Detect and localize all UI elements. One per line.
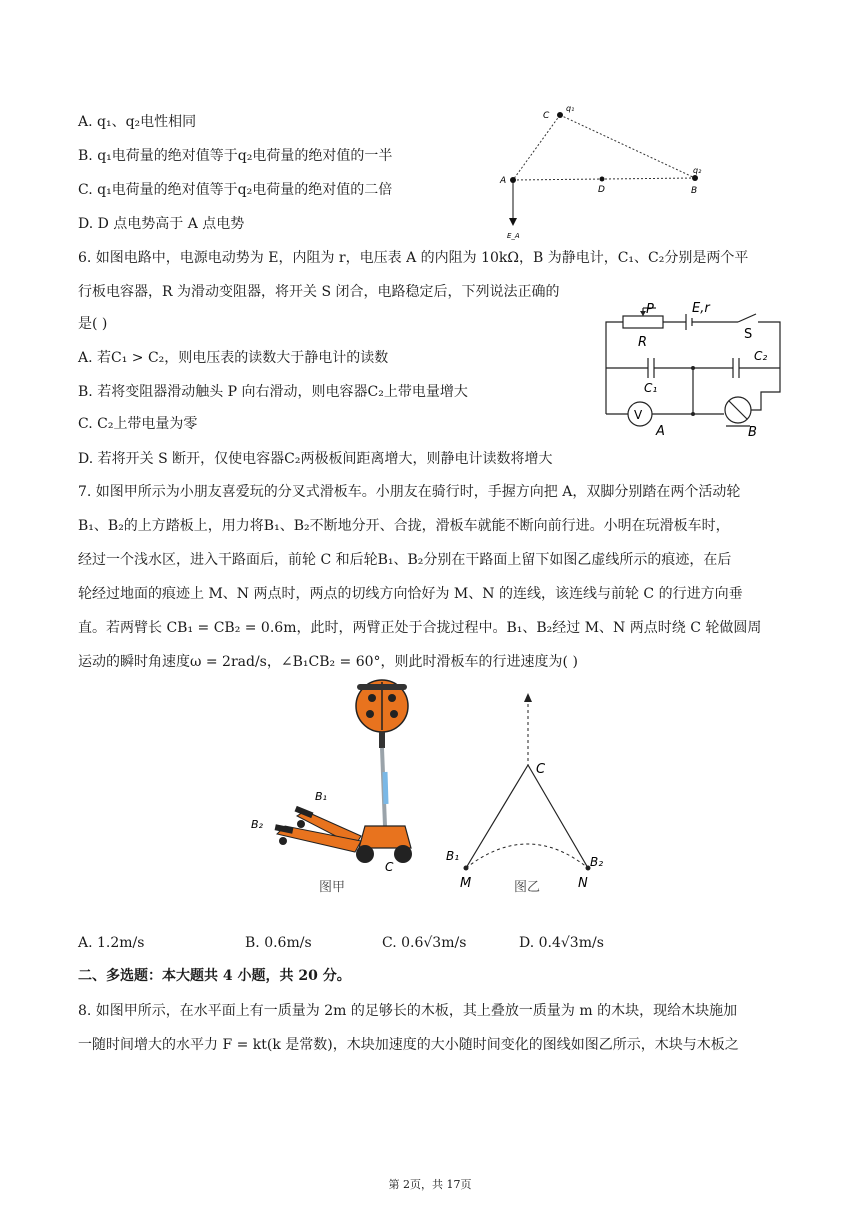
q6-label-s: S xyxy=(744,327,753,342)
q7-yi-caption: 图乙 xyxy=(514,880,541,895)
q5-charge-figure xyxy=(495,100,720,245)
q5-option-a: A. q₁、q₂电性相同 xyxy=(78,114,197,130)
q6-label-p: P xyxy=(646,302,654,317)
q7-line-5: 直。若两臂长 CB₁ = CB₂ = 0.6m，此时，两臂正处于合拢过程中。B₁、B₂经过 M、N 两点时绕 C 轮做圆周 xyxy=(78,620,762,636)
q8-line-2: 一随时间增大的水平力 F = kt(k 是常数)，木块加速度的大小随时间变化的图线如图乙所示，木块与木板之 xyxy=(78,1037,739,1053)
q7-option-c: C. 0.6√3m/s xyxy=(382,935,467,951)
q7-track-figure xyxy=(440,690,620,895)
q7-line-4: 轮经过地面的痕迹上 M、N 两点时，两点的切线方向恰好为 M、N 的连线，该连线与前轮 C 的行进方向垂 xyxy=(78,586,743,602)
q5-label-ea: E_A xyxy=(507,232,520,240)
q7-scooter-figure xyxy=(245,676,415,896)
q5-label-q1: q₁ xyxy=(566,104,575,113)
q7-option-d: D. 0.4√3m/s xyxy=(519,935,604,951)
q6-line-1: 6. 如图电路中，电源电动势为 E，内阻为 r，电压表 A 的内阻为 10kΩ，B 为静电计，C₁、C₂分别是两个平 xyxy=(78,250,749,266)
q6-circuit-figure xyxy=(598,298,788,444)
q6-label-b: B xyxy=(748,425,757,440)
q7-jia-caption: 图甲 xyxy=(319,880,346,895)
q6-line-2: 行板电容器，R 为滑动变阻器，将开关 S 闭合，电路稳定后，下列说法正确的 xyxy=(78,284,560,300)
q7-line-2: B₁、B₂的上方踏板上，用力将B₁、B₂不断地分开、合拢，滑板车就能不断向前行进。小明在玩滑板车时， xyxy=(78,518,730,534)
q6-option-b: B. 若将变阻器滑动触头 P 向右滑动，则电容器C₂上带电量增大 xyxy=(78,384,468,400)
q7-jia-label-c: C xyxy=(385,860,394,874)
q7-line-3: 经过一个浅水区，进入干路面后，前轮 C 和后轮B₁、B₂分别在干路面上留下如图乙虚线所示的痕迹，在后 xyxy=(78,552,732,568)
q6-option-a: A. 若C₁ > C₂，则电压表的读数大于静电计的读数 xyxy=(78,350,389,366)
q6-line-3: 是( ) xyxy=(78,316,108,332)
q7-yi-label-b2: B₂ xyxy=(590,855,604,869)
q5-option-b: B. q₁电荷量的绝对值等于q₂电荷量的绝对值的一半 xyxy=(78,148,393,164)
q7-yi-label-c: C xyxy=(536,762,546,777)
q6-option-d: D. 若将开关 S 断开，仅使电容器C₂两极板间距离增大，则静电计读数将增大 xyxy=(78,451,553,467)
q5-option-d: D. D 点电势高于 A 点电势 xyxy=(78,216,245,232)
q7-option-b: B. 0.6m/s xyxy=(245,935,312,951)
q7-yi-label-n: N xyxy=(578,876,588,891)
q7-jia-label-b2: B₂ xyxy=(251,818,263,831)
q6-option-c: C. C₂上带电量为零 xyxy=(78,416,198,432)
q6-label-er: E,r xyxy=(692,301,710,316)
q5-label-q2: q₂ xyxy=(693,166,702,175)
q8-line-1: 8. 如图甲所示，在水平面上有一质量为 2m 的足够长的木板，其上叠放一质量为 m 的木块，现给木块施加 xyxy=(78,1003,738,1019)
q7-jia-label-b1: B₁ xyxy=(315,790,327,803)
q7-line-6: 运动的瞬时角速度ω = 2rad/s，∠B₁CB₂ = 60°，则此时滑板车的行进速度为( ) xyxy=(78,654,578,670)
q6-label-c2: C₂ xyxy=(754,349,768,363)
section-heading: 二、多选题：本大题共 4 小题，共 20 分。 xyxy=(78,968,351,984)
q7-yi-label-b1: B₁ xyxy=(446,849,460,863)
q5-label-b: B xyxy=(691,186,698,196)
page-number: 第 2页，共 17页 xyxy=(388,1178,472,1191)
q7-option-a: A. 1.2m/s xyxy=(78,935,145,951)
q6-label-v: V xyxy=(634,408,643,422)
q7-yi-label-m: M xyxy=(460,876,472,891)
q6-label-a: A xyxy=(656,424,665,439)
q6-label-c1: C₁ xyxy=(644,381,658,395)
q5-option-c: C. q₁电荷量的绝对值等于q₂电荷量的绝对值的二倍 xyxy=(78,182,393,198)
q6-label-r: R xyxy=(638,335,648,350)
q5-label-c: C xyxy=(543,111,550,121)
q7-line-1: 7. 如图甲所示为小朋友喜爱玩的分叉式滑板车。小朋友在骑行时，手握方向把 A，双脚分别踏在两个活动轮 xyxy=(78,484,741,500)
q5-label-d: D xyxy=(598,185,605,195)
q5-label-a: A xyxy=(500,176,507,186)
